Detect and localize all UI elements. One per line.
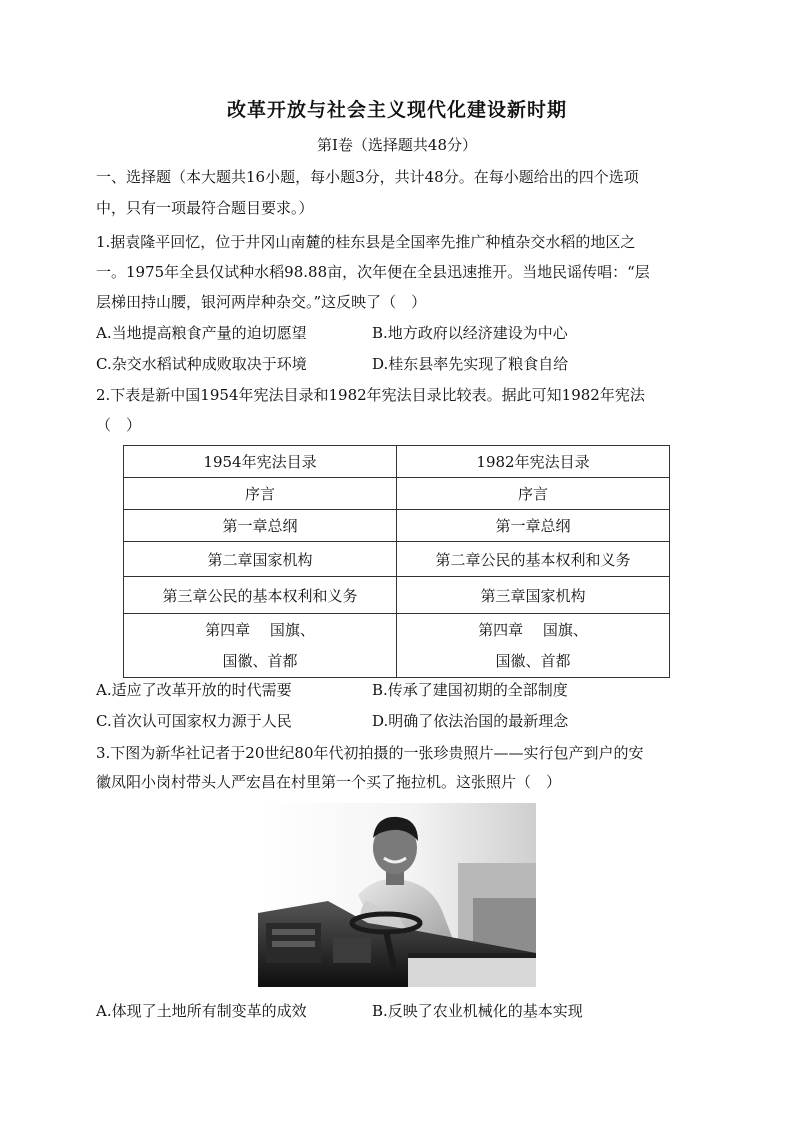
q2-option-b[interactable]: B.传承了建国初期的全部制度 <box>372 681 568 699</box>
q3-stem-line-2: 徽凤阳小岗村带头人严宏昌在村里第一个买了拖拉机。这张照片（ ） <box>96 773 562 791</box>
q1-option-a[interactable]: A.当地提高粮食产量的迫切愿望 <box>96 324 307 342</box>
table-cell: 第三章公民的基本权利和义务 <box>124 577 397 614</box>
table-cell: 序言 <box>124 478 397 510</box>
q1-stem-line-2: 一。1975年全县仅试种水稻98.88亩，次年便在全县迅速推开。当地民谣传唱：“层 <box>96 263 650 281</box>
q2-stem-line-2: （ ） <box>96 416 142 434</box>
table-cell: 第三章国家机构 <box>397 577 670 614</box>
q3-option-a[interactable]: A.体现了土地所有制变革的成效 <box>96 1002 307 1020</box>
constitution-comparison-table <box>123 445 670 678</box>
table-row <box>124 577 670 614</box>
table-cell-line: 第四章 国旗、 <box>205 620 315 639</box>
instructions-line-2: 中，只有一项最符合题目要求。） <box>96 199 314 217</box>
q1-option-d[interactable]: D.桂东县率先实现了粮食自给 <box>372 355 569 373</box>
instructions-line-1: 一、选择题（本大题共16小题，每小题3分，共计48分。在每小题给出的四个选项 <box>96 168 639 186</box>
table-row <box>124 614 670 678</box>
q2-stem-line-1: 2.下表是新中国1954年宪法目录和1982年宪法目录比较表。据此可知1982年宪法 <box>96 386 645 404</box>
q2-option-d[interactable]: D.明确了依法治国的最新理念 <box>372 712 569 730</box>
q3-stem-line-1: 3.下图为新华社记者于20世纪80年代初拍摄的一张珍贵照片——实行包产到户的安 <box>96 744 644 762</box>
table-row <box>124 510 670 542</box>
table-cell: 序言 <box>397 478 670 510</box>
q1-option-c[interactable]: C.杂交水稻试种成败取决于环境 <box>96 355 307 373</box>
table-cell: 第二章公民的基本权利和义务 <box>397 542 670 577</box>
table-header-row <box>124 446 670 478</box>
q1-stem-line-1: 1.据袁隆平回忆，位于井冈山南麓的桂东县是全国率先推广种植杂交水稻的地区之 <box>96 233 636 251</box>
q1-option-b[interactable]: B.地方政府以经济建设为中心 <box>372 324 568 342</box>
q3-option-b[interactable]: B.反映了农业机械化的基本实现 <box>372 1002 583 1020</box>
table-cell: 第一章总纲 <box>124 510 397 542</box>
tractor-farmer-photo <box>258 803 536 987</box>
table-cell-line: 国徽、首都 <box>222 651 298 670</box>
table-cell: 第一章总纲 <box>397 510 670 542</box>
q1-stem-line-3: 层梯田持山腰，银河两岸种杂交。”这反映了（ ） <box>96 293 427 311</box>
q2-option-c[interactable]: C.首次认可国家权力源于人民 <box>96 712 292 730</box>
q2-option-a[interactable]: A.适应了改革开放的时代需要 <box>96 681 292 699</box>
table-cell <box>397 614 670 678</box>
table-cell-line: 国徽、首都 <box>495 651 571 670</box>
table-cell-line: 第四章 国旗、 <box>478 620 588 639</box>
table-header-1982: 1982年宪法目录 <box>397 446 670 478</box>
table-row <box>124 542 670 577</box>
page-title: 改革开放与社会主义现代化建设新时期 <box>226 99 567 121</box>
section-subtitle: 第Ⅰ卷（选择题共48分） <box>316 136 477 154</box>
table-cell: 第二章国家机构 <box>124 542 397 577</box>
table-header-1954: 1954年宪法目录 <box>124 446 397 478</box>
table-cell <box>124 614 397 678</box>
table-row <box>124 478 670 510</box>
